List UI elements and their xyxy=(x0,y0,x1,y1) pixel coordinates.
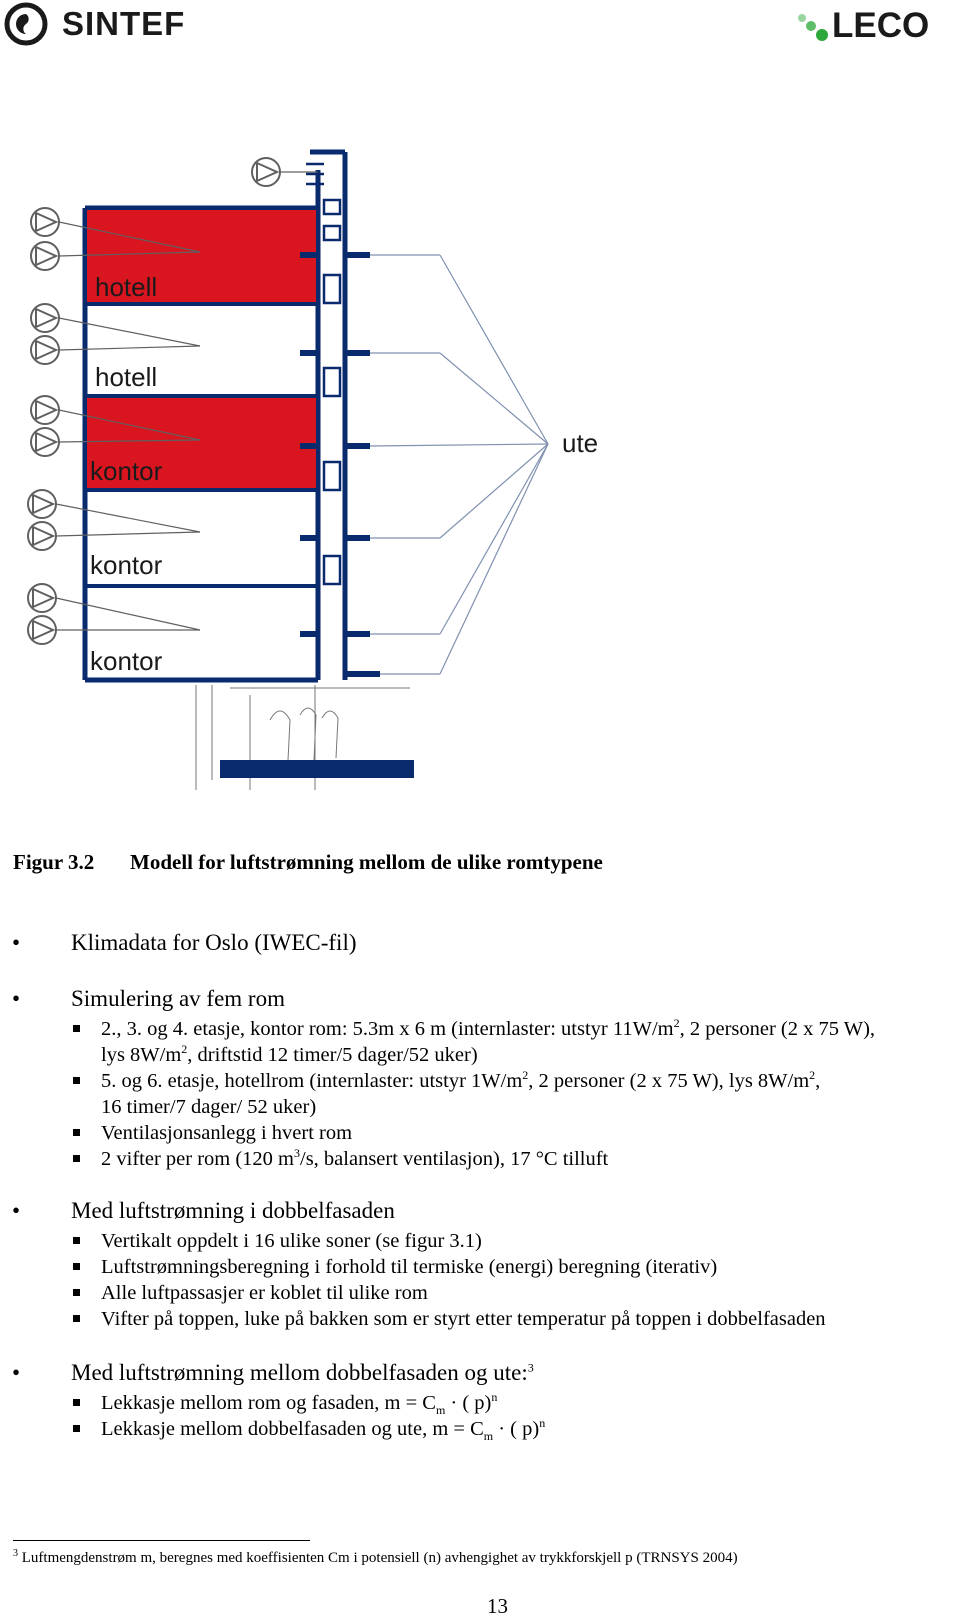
bullet-dot-icon: • xyxy=(12,1360,21,1385)
bullet-square-icon xyxy=(73,1399,80,1406)
bullet-dot-icon: • xyxy=(12,930,21,955)
footnote: $^3$ Luftmengdenstrøm m, beregnes med koeffisienten Cm i potensiell (n) avhengighet av trykkforskjell p (TRNSYS 2004) xyxy=(13,1548,738,1566)
figure-number: Figur 3.2 xyxy=(13,850,95,874)
bullet-square-icon xyxy=(73,1025,80,1032)
sintef-logo-text: SINTEF xyxy=(62,5,186,42)
room-label-kontor-2: kontor xyxy=(90,550,163,580)
bullet-square-icon xyxy=(73,1425,80,1432)
sintef-logo xyxy=(4,2,224,46)
bullet-square-icon xyxy=(73,1155,80,1162)
bullet-square-icon xyxy=(73,1263,80,1270)
leco-dots-icon xyxy=(796,6,832,46)
footnote-divider xyxy=(13,1540,310,1541)
leco-logo-text: LECO xyxy=(832,6,930,45)
room-label-hotell-2: hotell xyxy=(95,362,158,392)
page-number: 13 xyxy=(487,1594,508,1618)
figure-title: Modell for luftstrømning mellom de ulike romtypene xyxy=(130,850,603,874)
sintef-emblem-icon xyxy=(4,2,54,46)
bullet-square-icon xyxy=(73,1315,80,1322)
figure-airflow-model xyxy=(0,140,960,830)
bullet-dot-icon: • xyxy=(12,986,21,1011)
figure-caption xyxy=(13,850,603,875)
bullet-dot-icon: • xyxy=(12,1198,21,1223)
room-label-kontor-3: kontor xyxy=(90,646,163,676)
bullet-square-icon xyxy=(73,1237,80,1244)
leco-logo xyxy=(796,6,936,46)
bullet-square-icon xyxy=(73,1129,80,1136)
airflow-diagram xyxy=(0,140,960,830)
bullet-square-icon xyxy=(73,1077,80,1084)
room-label-kontor-1: kontor xyxy=(90,456,163,486)
outside-label: ute xyxy=(562,428,599,458)
room-label-hotell-1: hotell xyxy=(95,272,158,302)
bullet-square-icon xyxy=(73,1289,80,1296)
